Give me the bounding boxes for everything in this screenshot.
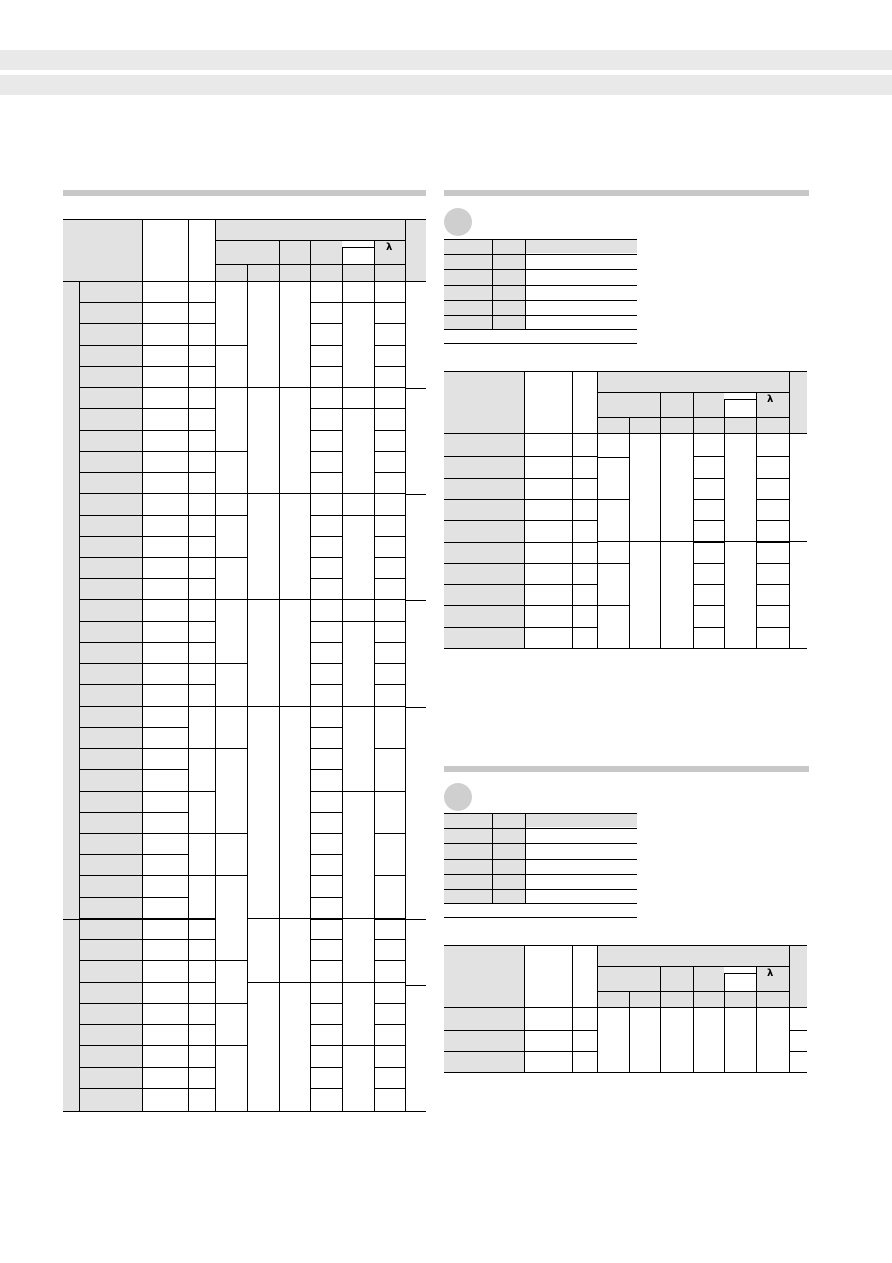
merged-cell bbox=[248, 600, 279, 706]
merged-cell bbox=[280, 282, 310, 387]
merged-cell bbox=[343, 303, 374, 387]
header-cell-shade bbox=[597, 966, 660, 991]
merged-cell bbox=[216, 1004, 247, 1045]
merged-cell bbox=[280, 600, 310, 706]
merged-cell bbox=[189, 707, 215, 748]
header-cell-shade bbox=[597, 371, 789, 392]
merged-cell bbox=[375, 792, 405, 833]
merged-cell bbox=[280, 707, 310, 918]
merged-cell bbox=[216, 664, 247, 706]
merged-cell bbox=[189, 876, 215, 918]
header-cell-shade bbox=[789, 371, 807, 433]
merged-cell bbox=[343, 409, 374, 493]
merged-cell bbox=[189, 834, 215, 875]
lambda-symbol-right-bottom: λ bbox=[767, 968, 774, 979]
merged-cell bbox=[248, 282, 279, 387]
merged-cell bbox=[375, 876, 405, 918]
header-cell-shade bbox=[789, 945, 807, 1007]
merged-cell bbox=[248, 919, 279, 982]
merged-cell bbox=[216, 346, 247, 387]
merged-cell bbox=[280, 983, 310, 1108]
row-label-shade bbox=[79, 281, 142, 1112]
merged-cell bbox=[375, 749, 405, 791]
merged-cell bbox=[248, 707, 279, 918]
merged-cell bbox=[189, 792, 215, 833]
merged-cell bbox=[216, 876, 247, 960]
merged-cell bbox=[216, 388, 247, 451]
merged-cell bbox=[343, 792, 374, 918]
header-cell-shade bbox=[444, 371, 524, 433]
header-cell-shade bbox=[597, 392, 660, 417]
header-cell-shade bbox=[660, 966, 693, 991]
merged-cell bbox=[216, 600, 247, 663]
merged-cell bbox=[216, 282, 247, 345]
merged-cell bbox=[375, 707, 405, 748]
info-label-shade bbox=[525, 239, 637, 253]
merged-cell bbox=[280, 388, 310, 493]
merged-cell bbox=[216, 834, 247, 875]
merged-cell bbox=[343, 1046, 374, 1108]
merged-cell bbox=[375, 834, 405, 875]
merged-cell bbox=[343, 707, 374, 791]
header-cell-shade bbox=[693, 966, 724, 991]
header-cell-shade bbox=[215, 219, 405, 240]
merged-cell bbox=[216, 961, 247, 1003]
merged-cell bbox=[343, 516, 374, 599]
merged-cell bbox=[216, 1046, 247, 1108]
header-cell-shade bbox=[597, 945, 789, 966]
merged-cell bbox=[280, 494, 310, 599]
header-cell-shade bbox=[63, 219, 142, 281]
merged-cell bbox=[280, 919, 310, 982]
merged-cell bbox=[248, 388, 279, 493]
merged-cell bbox=[216, 452, 247, 493]
lambda-symbol-right-top: λ bbox=[767, 394, 774, 405]
header-cell-shade bbox=[215, 240, 279, 264]
merged-cell bbox=[216, 558, 247, 599]
header-cell-shade bbox=[405, 219, 426, 281]
merged-cell bbox=[216, 707, 247, 748]
merged-cell bbox=[343, 983, 374, 1045]
merged-cell bbox=[216, 516, 247, 557]
header-cell-shade bbox=[660, 392, 693, 417]
info-label-shade bbox=[525, 813, 637, 827]
header-cell-shade bbox=[279, 240, 310, 264]
merged-cell bbox=[189, 749, 215, 791]
header-cell-shade bbox=[310, 240, 342, 264]
merged-cell bbox=[248, 983, 279, 1108]
header-cell-shade bbox=[444, 945, 524, 1007]
header-cell-shade bbox=[693, 392, 724, 417]
merged-cell bbox=[216, 749, 247, 833]
merged-cell bbox=[343, 919, 374, 982]
merged-cell bbox=[343, 622, 374, 706]
row-label-shade bbox=[444, 1007, 524, 1072]
group-label-shade bbox=[63, 919, 79, 1112]
lambda-symbol-left: λ bbox=[386, 242, 393, 253]
row-label-shade bbox=[444, 433, 524, 648]
group-label-shade bbox=[63, 281, 79, 919]
merged-cell bbox=[248, 494, 279, 599]
